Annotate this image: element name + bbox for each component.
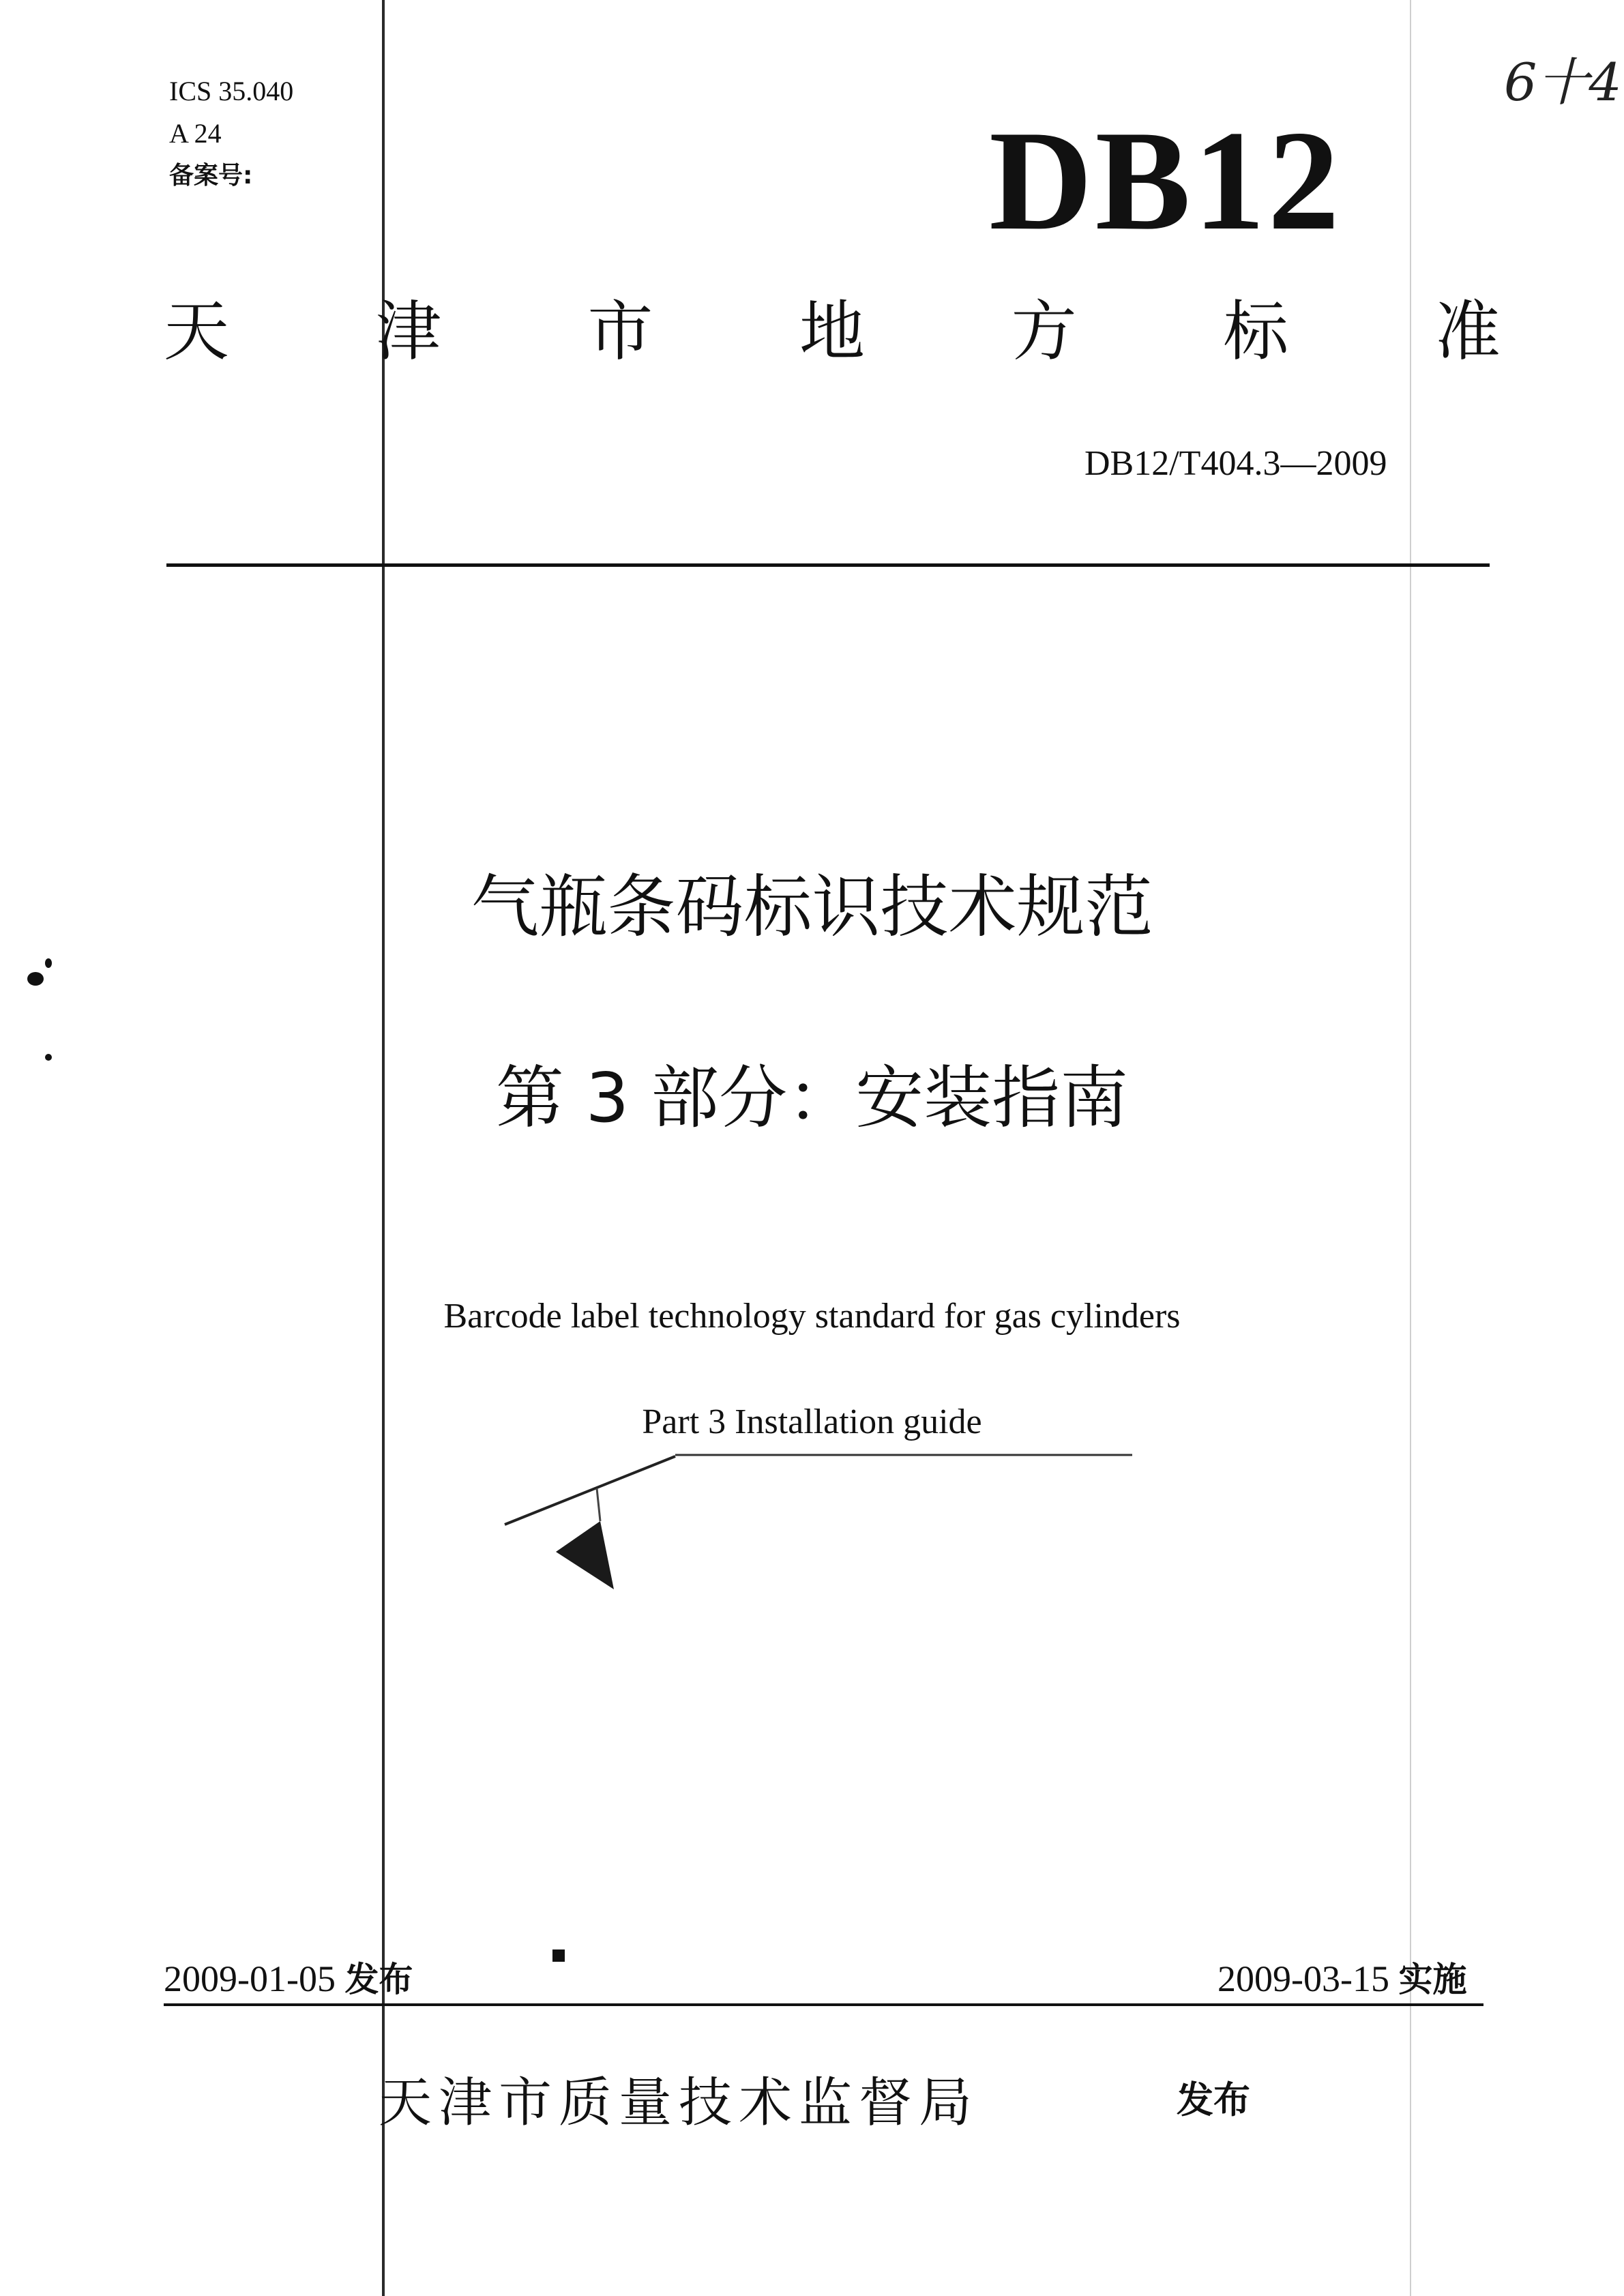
issue-date [164, 1952, 413, 2001]
implement-date-value: 2009-03-15 [1217, 1958, 1389, 1999]
standard-type-char: 天 [164, 293, 229, 370]
title-en-part: Part 3 Installation guide [642, 1402, 982, 1441]
issue-date-value: 2009-01-05 [164, 1958, 336, 1999]
db-logo: DB12 [989, 102, 1342, 260]
title-cn-main: 气瓶条码标识技术规范 [471, 867, 1153, 947]
handwritten-note: 6十4 [1504, 52, 1622, 113]
title-cn-part: 第 3 部分：安装指南 [495, 1058, 1129, 1138]
implement-date-suffix: 实施 [1398, 1960, 1467, 1999]
issuer-name: 天津市质量技术监督局 [379, 2072, 979, 2134]
bottom-divider [164, 2003, 1483, 2006]
standard-type-title [164, 293, 1501, 370]
standard-type-char: 标 [1223, 293, 1289, 370]
scan-marks [498, 1446, 1153, 1603]
implement-date [1217, 1952, 1466, 2001]
scan-speck [45, 1054, 52, 1061]
scan-speck [45, 958, 52, 968]
top-divider [166, 563, 1490, 567]
title-en-main: Barcode label technology standard for gas cylinders [443, 1297, 1181, 1336]
record-number-label: 备案号: [169, 162, 253, 190]
scan-speck [552, 1949, 565, 1962]
standard-type-char: 市 [587, 293, 653, 370]
scan-speck [27, 972, 44, 986]
standard-type-char: 津 [375, 293, 441, 370]
issuer-label: 发布 [1177, 2078, 1250, 2121]
standard-type-char: 地 [799, 293, 865, 370]
ics-code: ICS 35.040 [169, 76, 294, 106]
issue-date-suffix: 发布 [344, 1960, 413, 1999]
standard-type-char: 方 [1011, 293, 1077, 370]
class-code: A 24 [169, 118, 222, 149]
standard-type-char: 准 [1434, 293, 1501, 370]
standard-number: DB12/T404.3—2009 [1084, 444, 1387, 483]
